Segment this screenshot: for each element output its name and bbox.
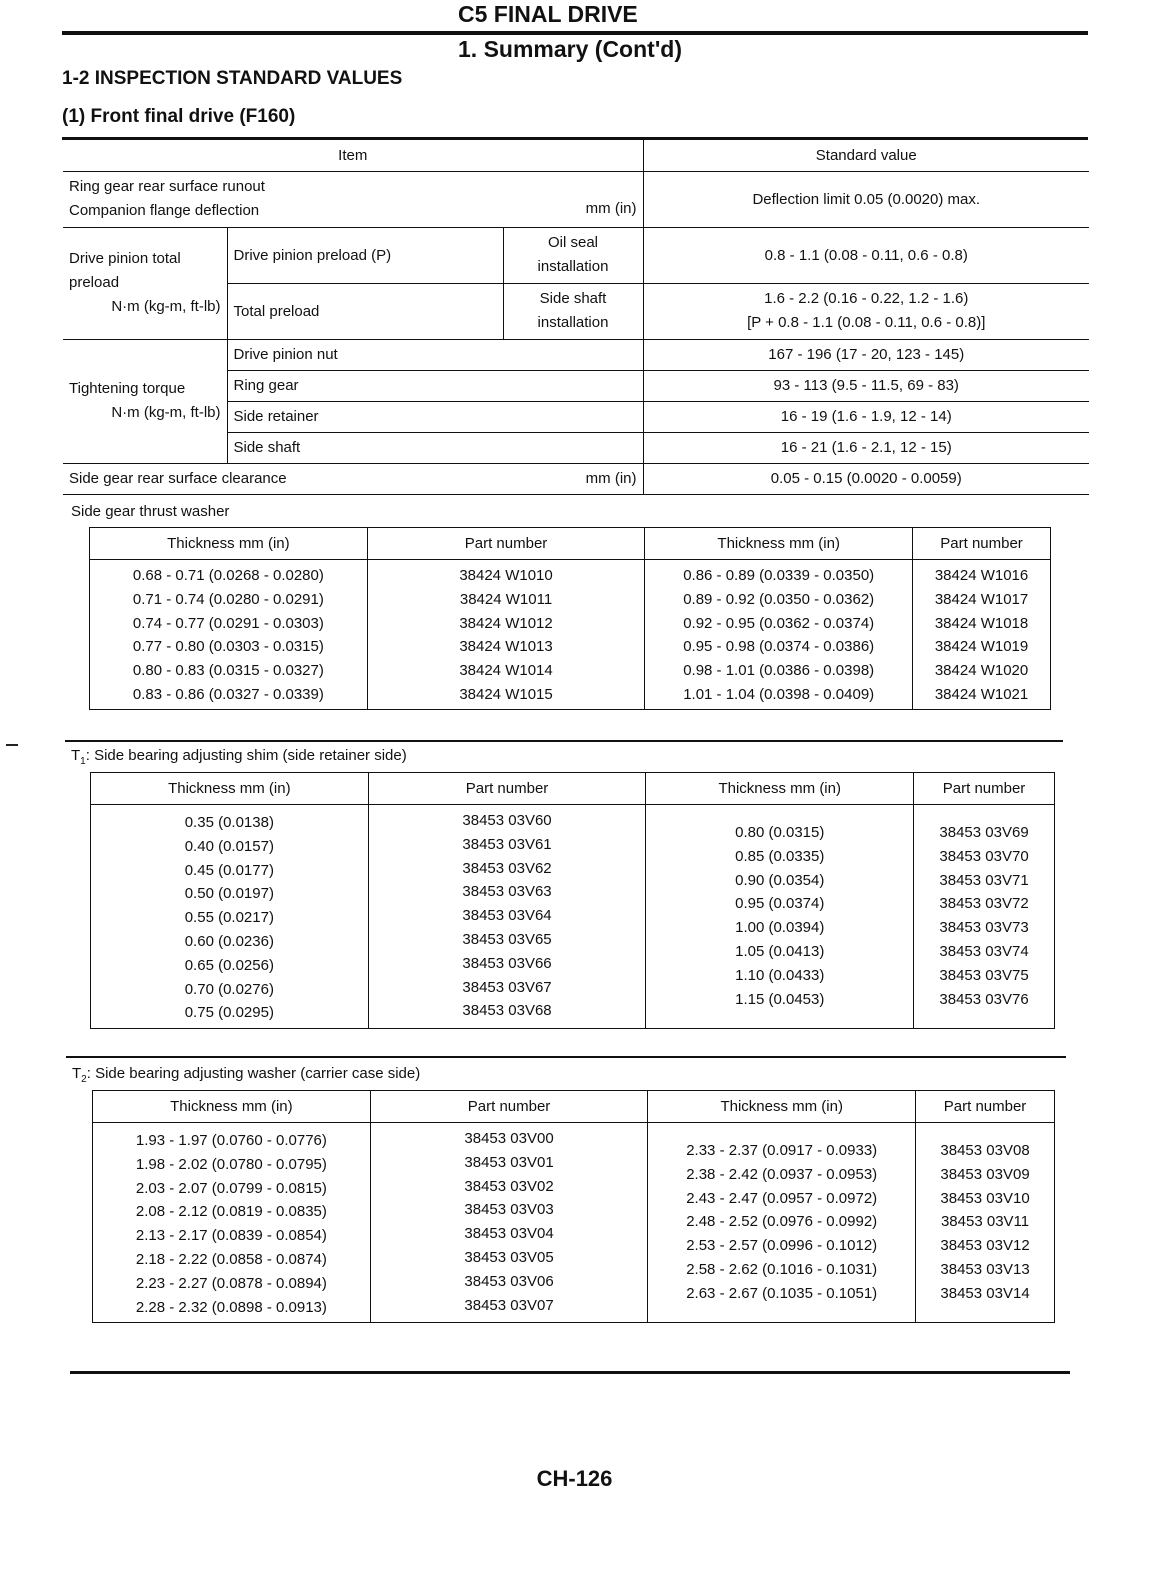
runout-label-2: Companion flange deflection	[69, 202, 260, 219]
header-standard-value: Standard value	[643, 140, 1089, 171]
thickness-value: 0.40 (0.0157)	[184, 837, 274, 855]
thickness-value: 2.43 - 2.47 (0.0957 - 0.0972)	[686, 1189, 878, 1207]
part-number: 38424 W1017	[934, 590, 1029, 608]
runout-unit: mm (in)	[585, 199, 637, 217]
part-number: 38453 03V74	[939, 942, 1029, 960]
col-thickness: Thickness mm (in)	[90, 528, 368, 560]
part-number: 38424 W1010	[459, 567, 553, 584]
part-number: 38453 03V61	[462, 835, 552, 853]
caption-prefix: T	[72, 1065, 82, 1082]
clearance-value: 0.05 - 0.15 (0.0020 - 0.0059)	[643, 463, 1089, 494]
part-number: 38453 03V64	[462, 907, 552, 925]
part-number: 38453 03V69	[939, 824, 1029, 841]
part-number: 38424 W1011	[459, 590, 553, 608]
thickness-value: 0.60 (0.0236)	[184, 932, 274, 950]
footer-rule	[70, 1371, 1070, 1374]
thickness-value: 2.53 - 2.57 (0.0996 - 0.1012)	[686, 1237, 878, 1255]
thickness-value: 0.98 - 1.01 (0.0386 - 0.0398)	[683, 662, 875, 680]
thickness-value: 0.80 - 0.83 (0.0315 - 0.0327)	[132, 662, 324, 680]
header-rule	[62, 31, 1088, 35]
torque-item: Drive pinion nut	[227, 339, 643, 370]
caption-text: : Side bearing adjusting shim (side retainer side)	[85, 747, 407, 764]
part-number: 38424 W1016	[934, 567, 1029, 584]
thickness-value: 1.15 (0.0453)	[735, 990, 825, 1008]
thrust-washer-caption: Side gear thrust washer	[71, 503, 230, 520]
part-number: 38453 03V00	[464, 1130, 554, 1147]
clearance-unit: mm (in)	[585, 470, 637, 487]
subsection-heading: (1) Front final drive (F160)	[62, 106, 296, 127]
part-number: 38453 03V08	[940, 1142, 1030, 1159]
thickness-value: 2.23 - 2.27 (0.0878 - 0.0894)	[135, 1274, 327, 1292]
col-part-number: Part number	[368, 773, 646, 805]
thickness-value: 0.50 (0.0197)	[184, 885, 274, 903]
part-number: 38453 03V01	[464, 1153, 554, 1171]
part-number: 38453 03V03	[464, 1201, 554, 1219]
thickness-value: 1.05 (0.0413)	[735, 942, 825, 960]
part-number: 38453 03V09	[940, 1165, 1030, 1183]
thickness-value: 1.98 - 2.02 (0.0780 - 0.0795)	[135, 1155, 327, 1173]
part-number: 38453 03V70	[939, 847, 1029, 865]
thickness-value: 0.68 - 0.71 (0.0268 - 0.0280)	[132, 567, 324, 584]
part-number: 38453 03V12	[940, 1237, 1030, 1255]
runout-value: Deflection limit 0.05 (0.0020) max.	[643, 171, 1089, 227]
col-thickness: Thickness mm (in)	[646, 773, 914, 805]
thickness-value: 2.58 - 2.62 (0.1016 - 0.1031)	[686, 1260, 878, 1278]
part-number: 38453 03V71	[939, 871, 1029, 889]
torque-value: 93 - 113 (9.5 - 11.5, 69 - 83)	[643, 370, 1089, 401]
thickness-value: 2.28 - 2.32 (0.0898 - 0.0913)	[135, 1298, 327, 1316]
total-preload-condition-2: installation	[537, 314, 609, 331]
clearance-row	[63, 463, 1089, 494]
torque-item: Side shaft	[227, 432, 643, 463]
part-number: 38424 W1019	[934, 638, 1029, 656]
part-number: 38453 03V06	[464, 1272, 554, 1290]
part-number: 38453 03V75	[939, 966, 1029, 984]
thickness-value: 0.71 - 0.74 (0.0280 - 0.0291)	[132, 590, 324, 608]
runout-row	[63, 171, 1089, 227]
thickness-value: 1.01 - 1.04 (0.0398 - 0.0409)	[683, 685, 875, 703]
thickness-value: 0.89 - 0.92 (0.0350 - 0.0362)	[683, 590, 875, 608]
preload-row-1	[63, 227, 1089, 283]
thickness-value: 0.70 (0.0276)	[184, 980, 274, 998]
caption-prefix: T	[71, 747, 81, 764]
thickness-value: 0.55 (0.0217)	[184, 909, 274, 927]
part-number: 38453 03V68	[462, 1002, 552, 1020]
thickness-value: 1.10 (0.0433)	[735, 966, 825, 984]
shim-t1-table	[90, 772, 1055, 1029]
col-thickness: Thickness mm (in)	[91, 773, 369, 805]
part-number: 38424 W1014	[459, 662, 553, 680]
thickness-value: 0.95 (0.0374)	[735, 895, 825, 913]
thickness-value: 2.48 - 2.52 (0.0976 - 0.0992)	[686, 1213, 878, 1231]
preload-group-unit: N·m (kg-m, ft-lb)	[111, 298, 221, 315]
preload-group-label-2: preload	[69, 274, 120, 291]
part-number: 38453 03V14	[940, 1284, 1030, 1302]
section-divider	[66, 1056, 1066, 1058]
part-number: 38424 W1012	[459, 614, 553, 632]
part-number: 38424 W1018	[934, 614, 1029, 632]
preload-condition-1: Oil seal	[547, 234, 599, 251]
part-number: 38453 03V63	[462, 883, 552, 901]
part-number: 38453 03V73	[939, 919, 1029, 937]
part-number: 38453 03V72	[939, 895, 1029, 913]
thickness-value: 2.18 - 2.22 (0.0858 - 0.0874)	[135, 1250, 327, 1268]
part-number: 38424 W1020	[934, 662, 1029, 680]
caption-text: : Side bearing adjusting washer (carrier case side)	[86, 1065, 421, 1082]
caption-subscript: 2	[81, 1074, 87, 1085]
thickness-value: 0.75 (0.0295)	[184, 1004, 274, 1022]
part-number: 38453 03V13	[940, 1260, 1030, 1278]
caption-subscript: 1	[80, 756, 86, 767]
part-number: 38453 03V11	[940, 1213, 1030, 1231]
section-divider	[65, 740, 1063, 742]
page-number: CH-126	[536, 1466, 613, 1491]
part-number: 38453 03V62	[462, 859, 552, 877]
total-preload-value-2: [P + 0.8 - 1.1 (0.08 - 0.11, 0.6 - 0.8)]	[747, 314, 986, 331]
thickness-value: 2.13 - 2.17 (0.0839 - 0.0854)	[135, 1227, 327, 1245]
part-number: 38453 03V07	[464, 1296, 554, 1314]
part-number: 38453 03V65	[462, 930, 552, 948]
col-thickness: Thickness mm (in)	[648, 1091, 916, 1123]
part-number: 38453 03V05	[464, 1248, 554, 1266]
thickness-value: 2.63 - 2.67 (0.1035 - 0.1051)	[686, 1284, 878, 1302]
thickness-value: 0.77 - 0.80 (0.0303 - 0.0315)	[132, 638, 324, 656]
thickness-value: 2.08 - 2.12 (0.0819 - 0.0835)	[135, 1203, 327, 1221]
total-preload-condition-1: Side shaft	[539, 290, 607, 307]
total-preload-item: Total preload	[227, 283, 503, 339]
clearance-item: Side gear rear surface clearance	[69, 470, 287, 487]
col-part-number: Part number	[914, 773, 1055, 805]
part-number: 38453 03V60	[462, 812, 552, 829]
thickness-value: 1.00 (0.0394)	[735, 919, 825, 937]
runout-label-1: Ring gear rear surface runout	[69, 178, 265, 195]
thickness-value: 1.93 - 1.97 (0.0760 - 0.0776)	[135, 1132, 327, 1149]
thickness-value: 0.90 (0.0354)	[735, 871, 825, 889]
part-number: 38453 03V02	[464, 1177, 554, 1195]
thickness-value: 2.33 - 2.37 (0.0917 - 0.0933)	[686, 1142, 878, 1159]
col-part-number: Part number	[913, 528, 1051, 560]
preload-value: 0.8 - 1.1 (0.08 - 0.11, 0.6 - 0.8)	[643, 227, 1089, 283]
preload-group-label-1: Drive pinion total	[69, 250, 181, 267]
torque-item: Side retainer	[227, 401, 643, 432]
torque-value: 16 - 19 (1.6 - 1.9, 12 - 14)	[643, 401, 1089, 432]
preload-condition-2: installation	[537, 258, 609, 275]
thickness-value: 0.86 - 0.89 (0.0339 - 0.0350)	[683, 567, 875, 584]
torque-row	[63, 339, 1089, 370]
thickness-value: 0.80 (0.0315)	[735, 824, 825, 841]
torque-group-unit: N·m (kg-m, ft-lb)	[111, 404, 221, 421]
chapter-title: C5 FINAL DRIVE	[458, 1, 638, 27]
section-heading: 1-2 INSPECTION STANDARD VALUES	[62, 68, 403, 89]
part-number: 38453 03V67	[462, 978, 552, 996]
thickness-value: 0.45 (0.0177)	[184, 861, 274, 879]
thrust-washer-table	[89, 527, 1051, 710]
total-preload-value-1: 1.6 - 2.2 (0.16 - 0.22, 1.2 - 1.6)	[764, 290, 969, 307]
part-number: 38424 W1021	[934, 685, 1029, 703]
inspection-standard-table	[63, 140, 1089, 495]
torque-item: Ring gear	[227, 370, 643, 401]
thickness-value: 2.03 - 2.07 (0.0799 - 0.0815)	[135, 1179, 327, 1197]
washer-t2-caption	[72, 1065, 420, 1085]
washer-t2-table	[92, 1090, 1055, 1323]
preload-item: Drive pinion preload (P)	[227, 227, 503, 283]
part-number: 38453 03V76	[939, 990, 1029, 1008]
part-number: 38453 03V04	[464, 1225, 554, 1243]
col-part-number: Part number	[370, 1091, 648, 1123]
header-item: Item	[63, 140, 643, 171]
part-number: 38453 03V66	[462, 954, 552, 972]
thickness-value: 0.74 - 0.77 (0.0291 - 0.0303)	[132, 614, 324, 632]
thickness-value: 0.83 - 0.86 (0.0327 - 0.0339)	[132, 685, 324, 703]
thickness-value: 0.35 (0.0138)	[184, 814, 274, 831]
part-number: 38453 03V10	[940, 1189, 1030, 1207]
torque-group-label: Tightening torque	[69, 380, 186, 397]
thickness-value: 2.38 - 2.42 (0.0937 - 0.0953)	[686, 1165, 878, 1183]
shim-t1-caption	[71, 747, 407, 767]
col-part-number: Part number	[916, 1091, 1055, 1123]
part-number: 38424 W1015	[459, 685, 553, 703]
thickness-value: 0.95 - 0.98 (0.0374 - 0.0386)	[683, 638, 875, 656]
part-number: 38424 W1013	[459, 638, 553, 656]
col-part-number: Part number	[367, 528, 645, 560]
margin-mark	[6, 744, 18, 746]
torque-value: 167 - 196 (17 - 20, 123 - 145)	[643, 339, 1089, 370]
thickness-value: 0.85 (0.0335)	[735, 847, 825, 865]
thickness-value: 0.92 - 0.95 (0.0362 - 0.0374)	[683, 614, 875, 632]
section-title: 1. Summary (Cont'd)	[458, 36, 682, 62]
thickness-value: 0.65 (0.0256)	[184, 956, 274, 974]
col-thickness: Thickness mm (in)	[645, 528, 913, 560]
torque-value: 16 - 21 (1.6 - 2.1, 12 - 15)	[643, 432, 1089, 463]
col-thickness: Thickness mm (in)	[93, 1091, 371, 1123]
